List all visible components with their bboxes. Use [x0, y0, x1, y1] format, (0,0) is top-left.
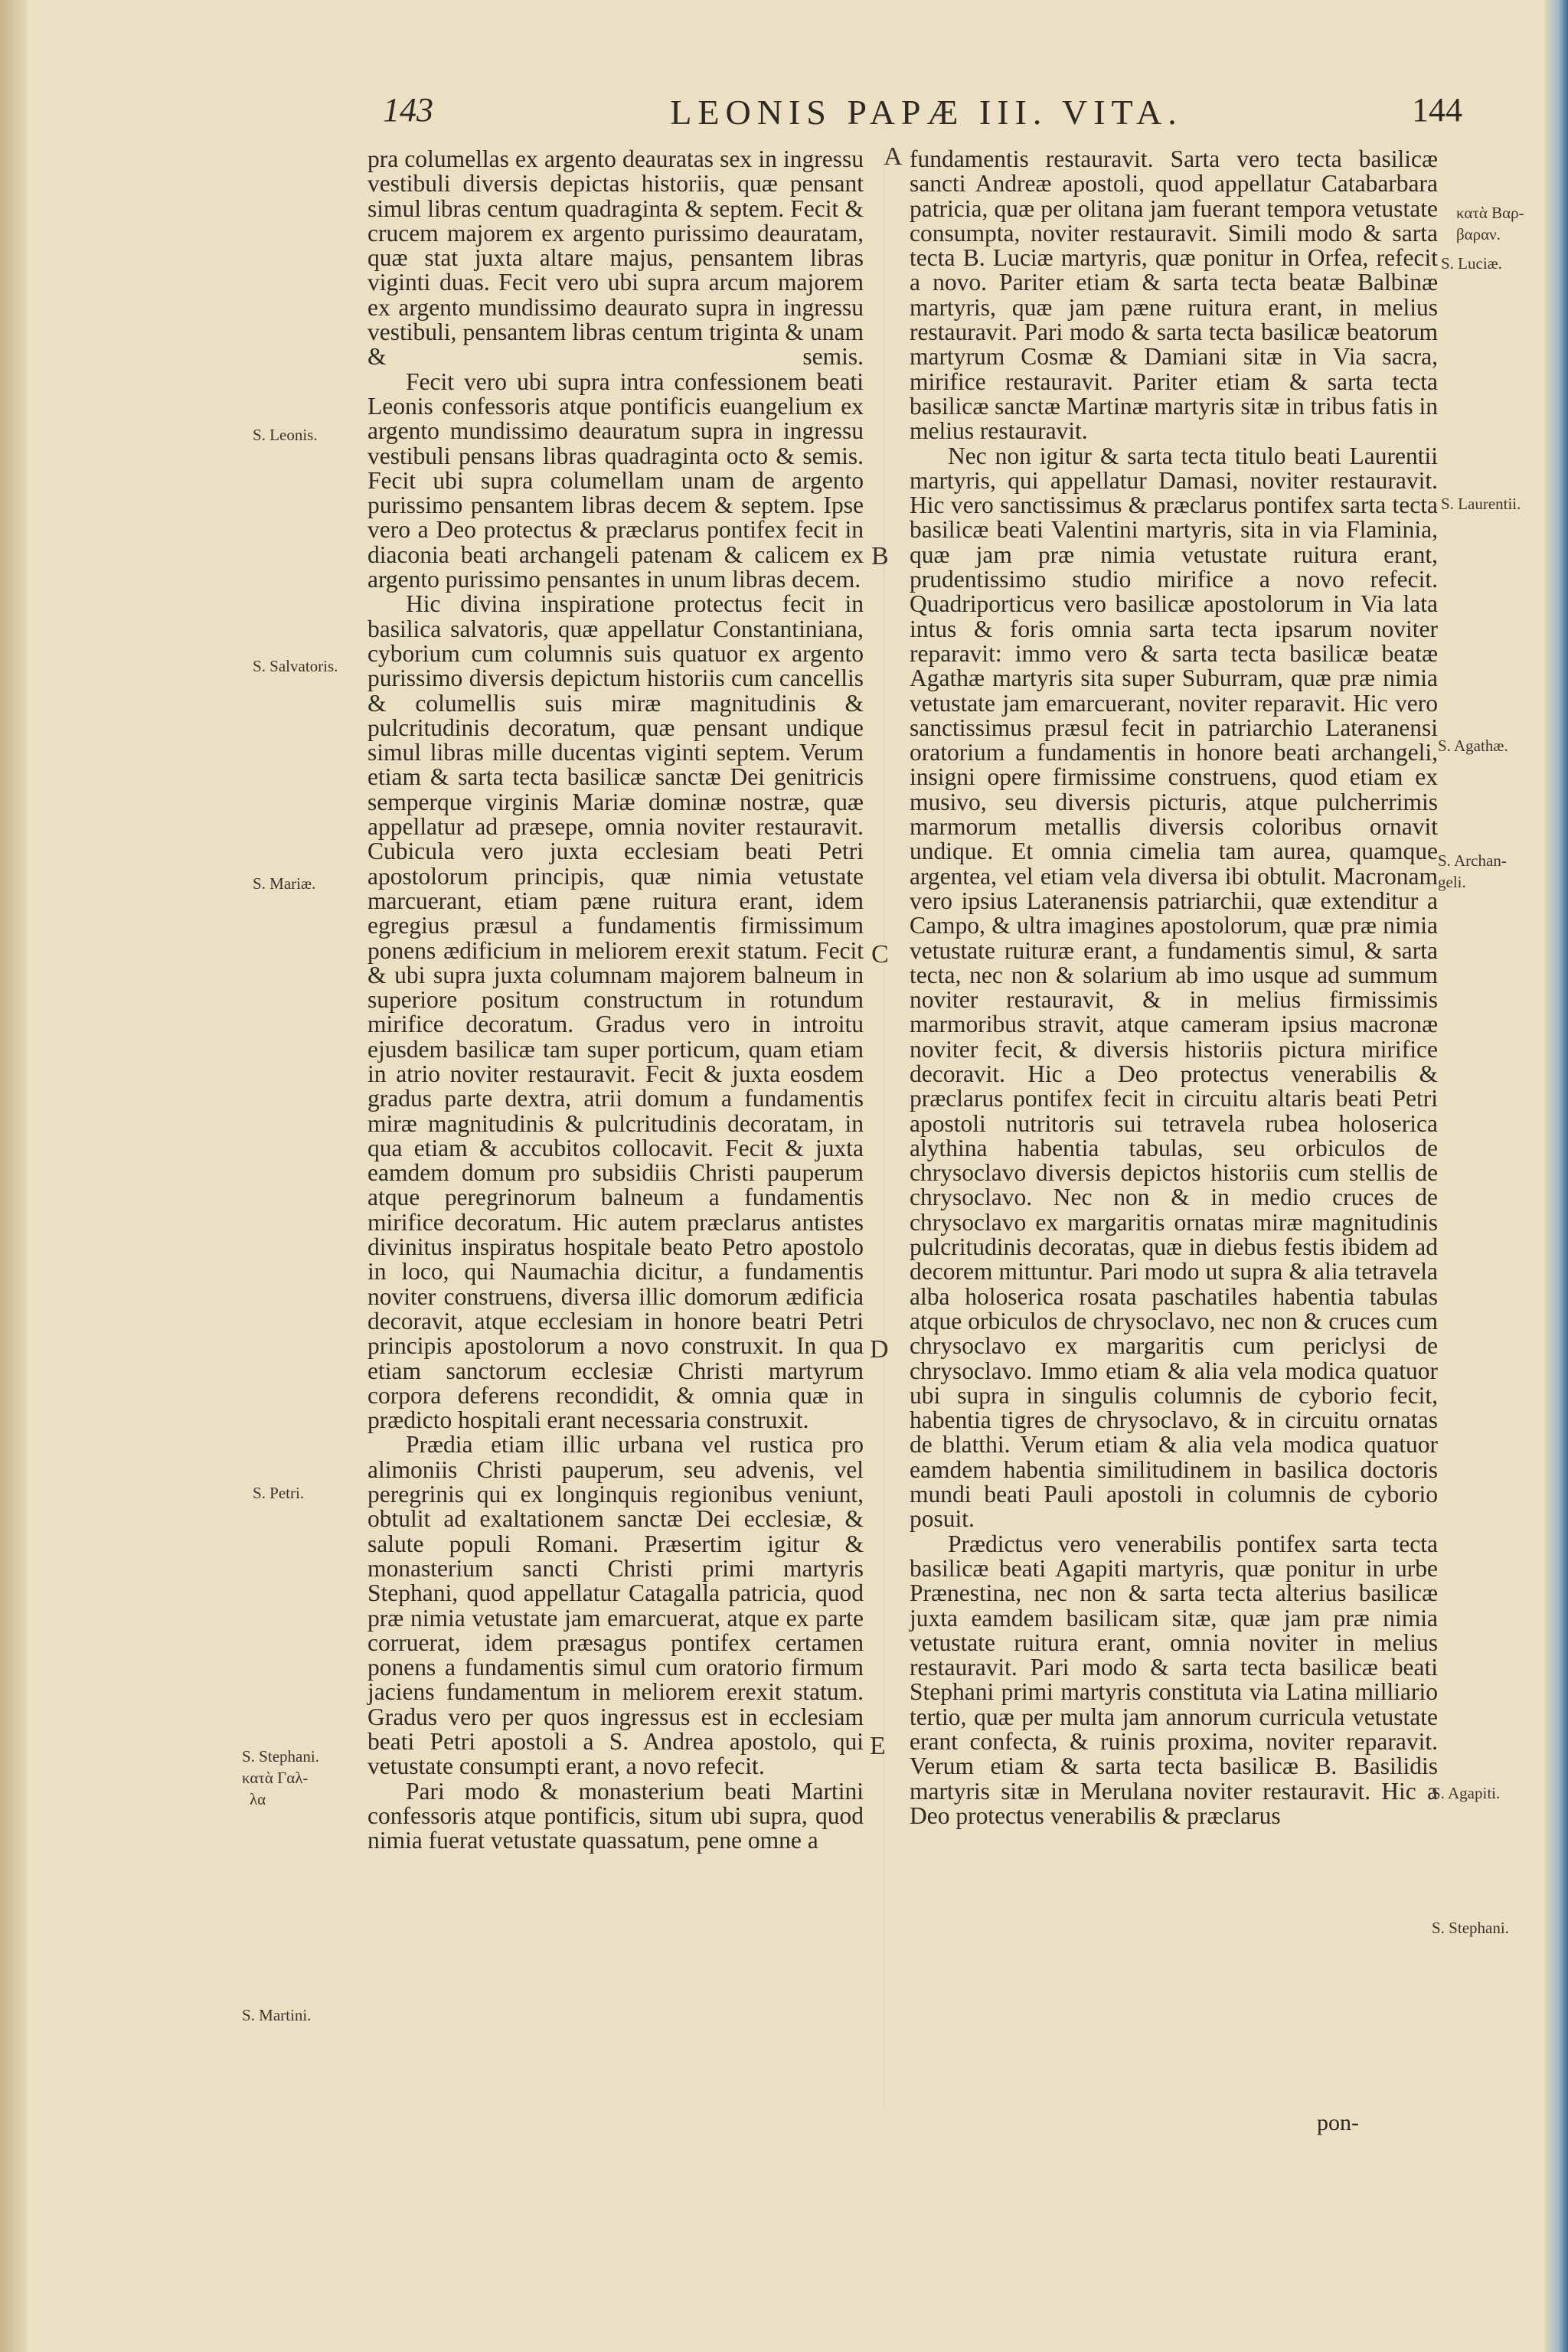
margin-note: S. Martini.: [242, 2006, 312, 2024]
page-number-right: 144: [1412, 91, 1462, 129]
margin-note: S. Mariæ.: [253, 874, 316, 893]
margin-note: S. Stephani.: [242, 1747, 319, 1766]
margin-note: S. Luciæ.: [1441, 254, 1502, 273]
margin-note: S. Laurentii.: [1441, 495, 1521, 513]
paragraph: Hic divina inspiratione protectus fecit in basilica salvatoris, quæ appellatur Constantiniana, cyborium cum columnis suis quatuor ex argento purissimo diversis depictum historiis cum cancellis & columellis suis miræ magnitudinis & pulcritudinis decoratum, quæ pensant undique simul libras mille ducentas viginti septem. Verum etiam & sarta tecta basilicæ sanctæ Dei genitricis semperque virginis Mariæ dominæ nostræ, quæ appellatur ad præsepe, omnia noviter restauravit. Cubicula vero juxta ecclesiam beati Petri apostolorum principis, quæ nimia vetustate marcuerant, etiam pæne ruitura erant, idem egregius præsul a fundamentis firmissimum ponens ædificium in meliorem erexit statum. Fecit & ubi supra juxta columnam majorem balneum in superiore positum constructum in rotundum mirifice decoratum. Gradus vero in introitu ejusdem basilicæ tam super porticum, quam etiam in atrio noviter restauravit. Fecit & juxta eosdem gradus parte dextra, atrii domum a fundamentis miræ magnitudinis & pulcritudinis decoratam, in qua etiam & accubitos collocavit. Fecit & juxta eamdem domum pro subsidiis Christi pauperum atque peregrinorum balneum a fundamentis mirifice decoratum. Hic autem præclarus antistes divinitus inspiratus hospitale beato Petro apostolo in loco, qui Naumachia dicitur, a fundamentis noviter construens, diversa illic domorum ædificia decoravit, atque ecclesiam in honore beatri Petri principis apostolorum a novo construxit. In qua etiam sanctorum ecclesiæ Christi martyrum corpora deferens recondidit, & omnia quæ in prædicto hospitali erant necessaria construxit.: [368, 590, 864, 1434]
margin-note: geli.: [1438, 873, 1466, 891]
catchword: pon-: [1317, 2110, 1359, 2135]
margin-note: S. Petri.: [253, 1484, 305, 1502]
margin-note: S. Agathæ.: [1438, 737, 1508, 755]
paragraph: pra columellas ex argento deauratas sex in ingressu vestibuli diversis depictas historiis, quæ pensant simul libras centum quadraginta & septem. Fecit & crucem majorem ex argento purissimo deauratam, quæ stat juxta altare majus, pensantem libras viginti duas. Fecit vero ubi supra arcum majorem ex argento mundissimo deaurato supra in ingressu vestibuli, pensantem libras centum triginta & unam & semis.: [368, 145, 864, 371]
paragraph: Prædictus vero venerabilis pontifex sarta tecta basilicæ beati Agapiti martyris, quæ ponitur in urbe Prænestina, nec non & sarta tecta alterius basilicæ juxta eamdem basilicam sitæ, quæ jam præ nimia vetustate ruitura erant, omnia noviter in melius restauravit. Pari modo & sarta tecta basilicæ beati Stephani primi martyris constituta via Latina milliario tertio, quæ per multa jam annorum curricula vetustate erant confecta, & ruinis proxima, noviter reparavit. Verum etiam & sarta tecta basilicæ B. Basilidis martyris sitæ in Merulana noviter restauravit. Hic a Deo protectus venerabilis & præclarus: [910, 1530, 1438, 1829]
margin-note: S. Leonis.: [253, 426, 318, 444]
paragraph: fundamentis restauravit. Sarta vero tecta basilicæ sancti Andreæ apostoli, quod appellatur Catabarbara patricia, quæ per olitana jam fuerant tempora vetustate consumpta, noviter restauravit. Simili modo & sarta tecta B. Luciæ martyris, quæ ponitur in Orfea, refecit a novo. Pariter etiam & sarta tecta beatæ Balbinæ martyris, quæ jam pæne ruitura erant, in melius restauravit. Pari modo & sarta tecta basilicæ beatorum martyrum Cosmæ & Damiani sitæ in Via sacra, mirifice restauravit. Pariter etiam & sarta tecta basilicæ sanctæ Martinæ martyris sitæ in tribus fatis in melius restauravit.: [910, 145, 1438, 445]
margin-note: λα: [250, 1790, 266, 1808]
margin-note: S. Salvatoris.: [253, 657, 338, 675]
paragraph: Prædia etiam illic urbana vel rustica pro alimoniis Christi pauperum, seu advenis, vel peregrinis qui ex longinquis regionibus veniunt, obtulit ad exaltationem sanctæ Dei ecclesiæ, & salute populi Romani. Præsertim igitur & monasterium sancti Christi primi martyris Stephani, quod appellatur Catagalla patricia, quod præ nimia vetustate jam emarcuerat, atque ex parte corruerat, idem præsagus pontifex certamen ponens a fundamentis simul cum oratorio firmum jaciens fundamentum in meliorem erexit statum. Gradus vero per quos ingressus est in ecclesiam beati Petri apostoli a S. Andrea apostolo, qui vetustate consumpti erant, a novo refecit.: [368, 1431, 864, 1780]
margin-note: κατὰ Βαρ-: [1456, 204, 1524, 222]
page-edge-right: [1545, 0, 1568, 2352]
right-column: [910, 147, 1438, 1828]
section-marker: E: [870, 1732, 886, 1760]
section-marker: A: [884, 142, 903, 171]
page-number-left: 143: [383, 91, 433, 129]
paragraph: Fecit vero ubi supra intra confessionem beati Leonis confessoris atque pontificis euangelium ex argento mundissimo deauratum supra in ingressu vestibuli pensans libras quadraginta octo & semis. Fecit ubi supra columellam unam de argento purissimo pensantem libras decem & septem. Ipse vero a Deo protectus & præclarus pontifex fecit in diaconia beati archangeli patenam & calicem ex argento purissimo pensantes in unum libras decem.: [368, 368, 864, 593]
running-header: [368, 90, 1485, 144]
margin-note: βαραν.: [1456, 225, 1501, 243]
margin-note: S. Agapiti.: [1432, 1784, 1501, 1802]
page-edge-left: [0, 0, 28, 2352]
margin-note: S. Archan-: [1438, 851, 1507, 870]
section-marker: D: [870, 1335, 889, 1364]
paragraph: Nec non igitur & sarta tecta titulo beati Laurentii martyris, qui appellatur Damasi, noviter restauravit. Hic vero sanctissimus & præclarus pontifex sarta tecta basilicæ beati Valentini martyris, sita in via Flaminia, quæ jam præ nimia vetustate ruitura erant, prudentissimo studio mirifice a novo refecit. Quadriporticus vero basilicæ apostolorum in Via lata intus & foris omnia sarta tecta ipsarum noviter reparavit: immo vero & sarta tecta basilicæ beatæ Agathæ martyris sita super Suburram, quæ præ nimia vetustate jam emarcuerant, noviter reparavit. Hic vero sanctissimus præsul fecit in patriarchio Lateranensi oratorium a fundamentis in honore beati archangeli, insigni opere firmissime construens, quod etiam ex musivo, seu diversis picturis, atque pulcherrimis marmorum metallis diversis coloribus ornavit undique. Et omnia cimelia tam aurea, quamque argentea, vel etiam vela diversa ibi obtulit. Macronam vero ipsius Lateranensis patriarchii, quæ extenditur a Campo, & ultra imagines apostolorum, quæ præ nimia vetustate ruituræ erant, a fundamentis simul, & sarta tecta, nec non & solarium ab imo usque ad summum noviter restauravit, & in melius firmissimis marmoribus stravit, atque cameram ipsius macronæ noviter fecit, & diversis historiis pictura mirifice decoravit. Hic a Deo protectus venerabilis & præclarus pontifex fecit in circuitu altaris beati Petri apostoli nutritoris sui tetravela rubea holoserica alythina habentia tabulas, seu orbiculos de chrysoclavo diversis depictos historiis cum stellis de chrysoclavo. Nec non & in medio cruces de chrysoclavo ex margaritis ornatas miræ magnitudinis pulcritudinis decoratas, quæ in diebus festis ibidem ad decorem mittuntur. Pari modo ut supra & alia tetravela alba holoserica rosata paschatiles habentia tabulas atque orbiculos de chrysoclavo, nec non & cruces cum chrysoclavo ex margaritis cum periclysi de chrysoclavo. Immo etiam & alia vela modica quatuor ubi supra in singulis columnis de cyborio fecit, habentia tigres de chrysoclavo, & in circuitu ornatas de blatthi. Verum etiam & alia vela modica quatuor eamdem habentia similitudinem in basilica doctoris mundi beati Pauli apostoli in columnis de cyborio posuit.: [910, 442, 1438, 1533]
section-marker: B: [871, 542, 889, 570]
left-column: [368, 147, 864, 1853]
section-marker: C: [871, 940, 889, 969]
running-title: LEONIS PAPÆ III. VITA.: [670, 93, 1183, 132]
margin-note: κατὰ Γαλ-: [242, 1769, 309, 1787]
margin-note: S. Stephani.: [1432, 1919, 1509, 1937]
paragraph: Pari modo & monasterium beati Martini confessoris atque pontificis, situm ubi supra, quod nimia fuerat vetustate quassatum, pene omne a: [368, 1777, 864, 1854]
